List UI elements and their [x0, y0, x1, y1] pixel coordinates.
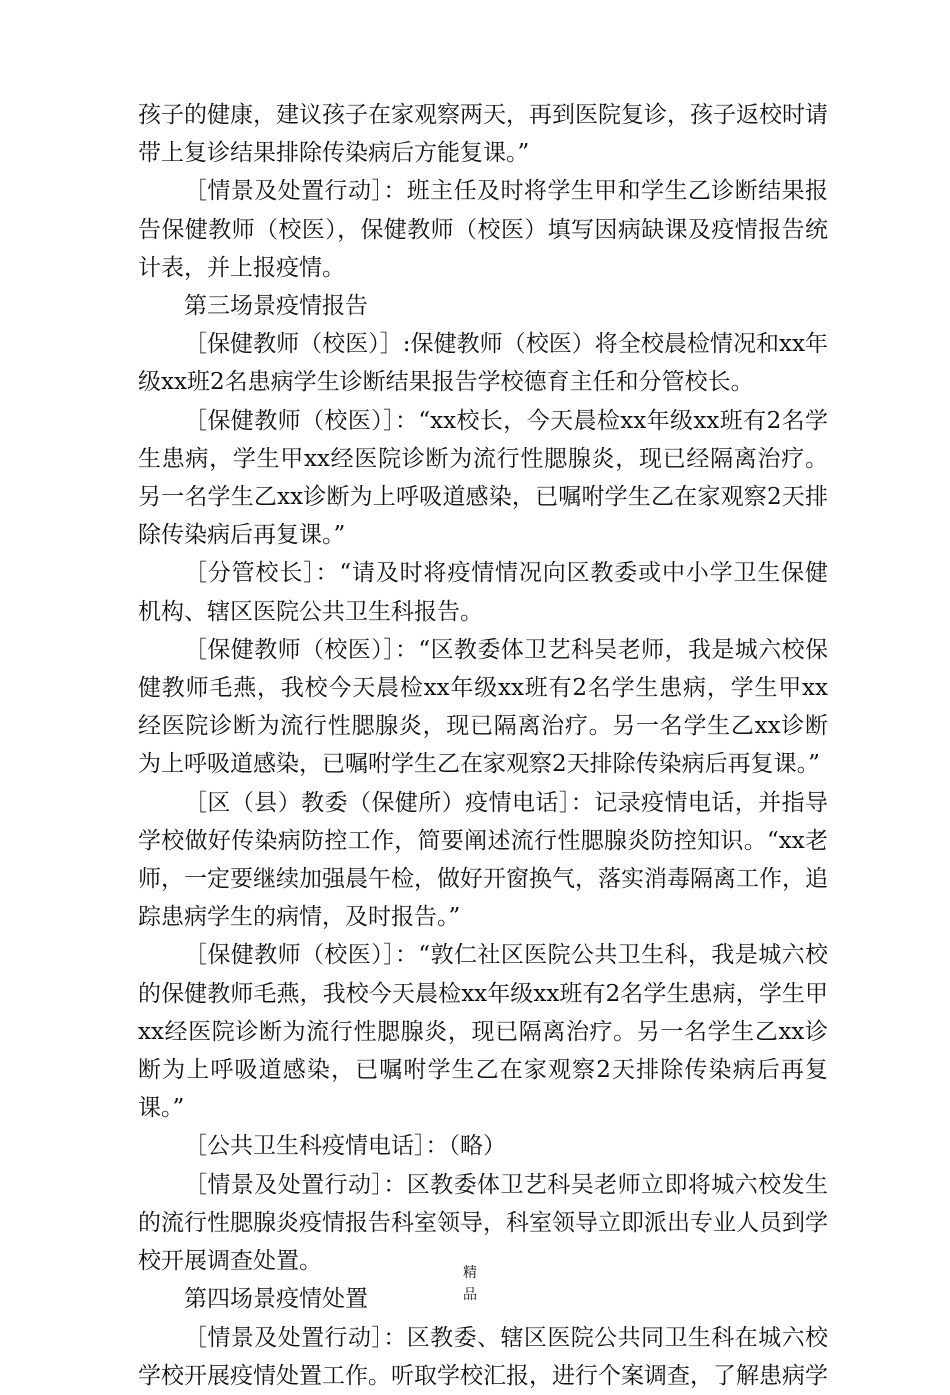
paragraph-13: ［情景及处置行动］：区教委、辖区医院公共同卫生科在城六校学校开展疫情处置工作。听取学校汇报，进行个案调查，了解患病学 — [138, 1324, 828, 1389]
paragraph-1: 孩子的健康，建议孩子在家观察两天，再到医院复诊，孩子返校时请带上复诊结果排除传染病后方能复课。” — [138, 102, 828, 167]
paragraph-5: ［保健教师（校医）］：“xx校长，今天晨检xx年级xx班有2名学生患病，学生甲xx经医院诊断为流行性腮腺炎，现已经隔离治疗。另一名学生乙xx诊断为上呼吸道感染，已嘱咐学生乙在家观察2天排除传染病后再复课。” — [138, 407, 828, 549]
paragraph-7: ［保健教师（校医）］：“区教委体卫艺科吴老师，我是城六校保健教师毛燕，我校今天晨检xx年级xx班有2名学生患病，学生甲xx经医院诊断为流行性腮腺炎，现已隔离治疗。另一名学生乙xx诊断为上呼吸道感染，已嘱咐学生乙在家观察2天排除传染病后再复课。” — [138, 636, 828, 778]
paragraph-9: ［保健教师（校医）］：“敦仁社区医院公共卫生科，我是城六校的保健教师毛燕，我校今天晨检xx年级xx班有2名学生患病，学生甲xx经医院诊断为流行性腮腺炎，现已隔离治疗。另一名学生乙xx诊断为上呼吸道感染，已嘱咐学生乙在家观察2天排除传染病后再复课。” — [138, 942, 828, 1122]
footer-label: 精品 — [463, 1265, 477, 1303]
paragraph-10: ［公共卫生科疫情电话］：（略） — [184, 1133, 506, 1160]
paragraph-4: ［保健教师（校医）］:保健教师（校医）将全校晨检情况和xx年级xx班2名患病学生诊断结果报告学校德育主任和分管校长。 — [138, 331, 828, 396]
paragraph-6: ［分管校长］：“请及时将疫情情况向区教委或中小学卫生保健机构、辖区医院公共卫生科报告。 — [138, 560, 828, 625]
paragraph-8: ［区（县）教委（保健所）疫情电话］：记录疫情电话，并指导学校做好传染病防控工作，简要阐述流行性腮腺炎防控知识。“xx老师，一定要继续加强晨午检，做好开窗换气，落实消毒隔离工作，追踪患病学生的病情，及时报告。” — [138, 789, 828, 931]
section-heading-scene-4: 第四场景疫情处置 — [184, 1286, 368, 1313]
document-page — [138, 96, 828, 1395]
paragraph-11: ［情景及处置行动］：区教委体卫艺科吴老师立即将城六校发生的流行性腮腺炎疫情报告科室领导，科室领导立即派出专业人员到学校开展调查处置。 — [138, 1171, 828, 1275]
paragraph-2: ［情景及处置行动］：班主任及时将学生甲和学生乙诊断结果报告保健教师（校医），保健教师（校医）填写因病缺课及疫情报告统计表，并上报疫情。 — [138, 178, 828, 281]
section-heading-scene-3: 第三场景疫情报告 — [184, 293, 368, 320]
